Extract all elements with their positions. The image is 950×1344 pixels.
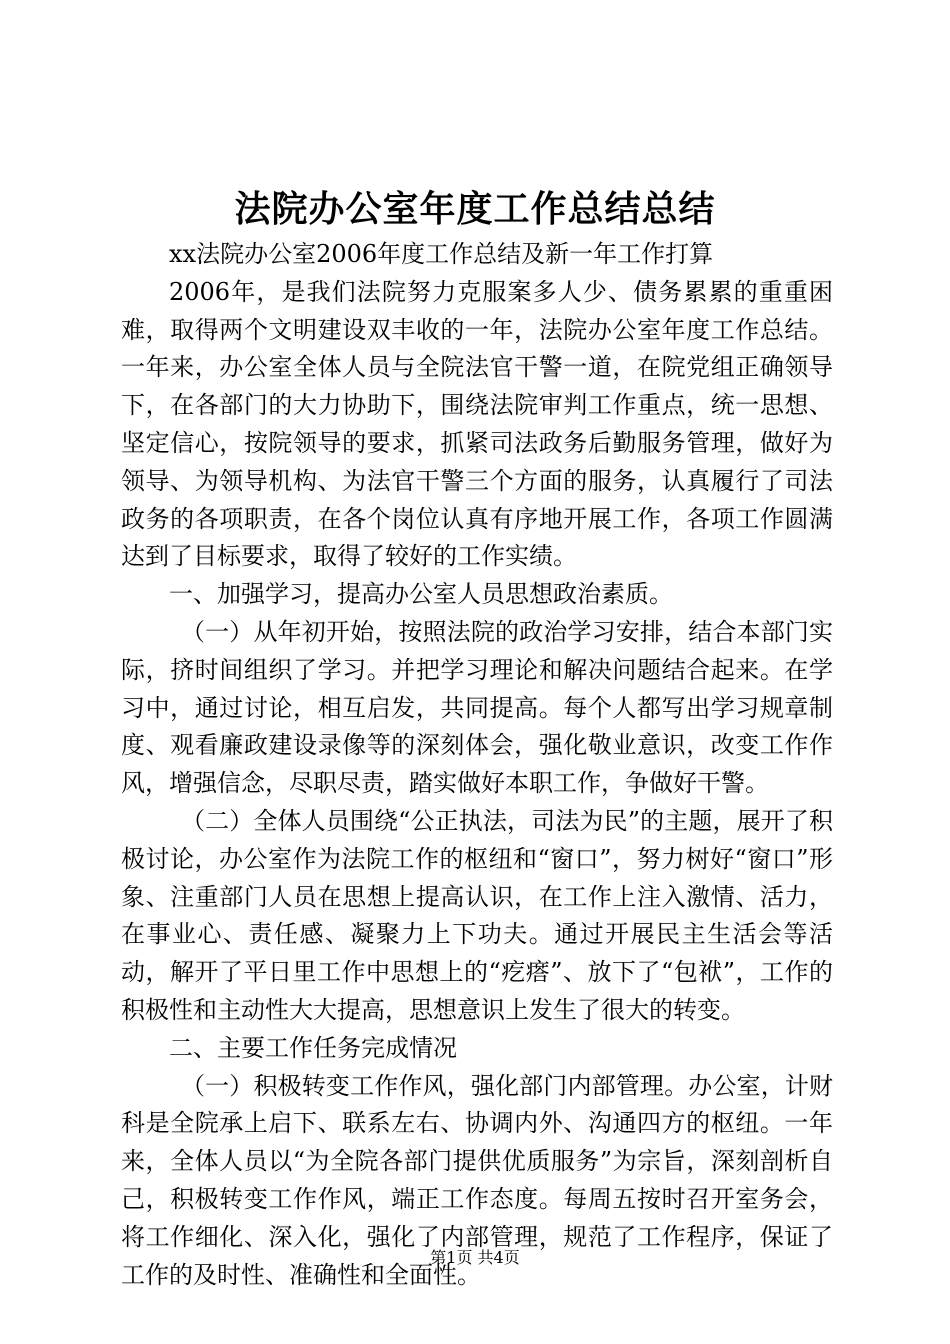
subsection-paragraph-2-1: （一）积极转变工作作风，强化部门内部管理。办公室，计财科是全院承上启下、联系左右、协调内外、沟通四方的枢纽。一年来，全体人员以“为全院各部门提供优质服务”为宗旨，深刻剖析自己，积极转变工作作风，端正工作态度。每周五按时召开室务会，将工作细化、深入化，强化了内部管理，规范了工作程序，保证了工作的及时性、准确性和全面性。: [121, 1071, 833, 1289]
section-heading-2: 二、主要工作任务完成情况: [169, 1033, 457, 1062]
subsection-paragraph-1-1: （一）从年初开始，按照法院的政治学习安排，结合本部门实际，挤时间组织了学习。并把学习理论和解决问题结合起来。在学习中，通过讨论，相互启发，共同提高。每个人都写出学习规章制度、观看廉政建设录像等的深刻体会，强化敬业意识，改变工作作风，增强信念，尽职尽责，踏实做好本职工作，争做好干警。: [121, 617, 833, 798]
document-body: [121, 236, 833, 1294]
section-heading-1: 一、加强学习，提高办公室人员思想政治素质。: [169, 580, 673, 609]
document-title: 法院办公室年度工作总结总结: [234, 188, 716, 230]
intro-paragraph: 2006年，是我们法院努力克服案多人少、债务累累的重重困难，取得两个文明建设双丰收的一年，法院办公室年度工作总结。一年来，办公室全体人员与全院法官干警一道，在院党组正确领导下，在各部门的大力协助下，围绕法院审判工作重点，统一思想、坚定信心，按院领导的要求，抓紧司法政务后勤服务管理，做好为领导、为领导机构、为法官干警三个方面的服务，认真履行了司法政务的各项职责，在各个岗位认真有序地开展工作，各项工作圆满达到了目标要求，取得了较好的工作实绩。: [121, 277, 833, 571]
subtitle-paragraph: xx法院办公室2006年度工作总结及新一年工作打算: [169, 240, 714, 268]
subsection-paragraph-1-2: （二）全体人员围绕“公正执法，司法为民”的主题，展开了积极讨论，办公室作为法院工作的枢纽和“窗口”，努力树好“窗口”形象、注重部门人员在思想上提高认识，在工作上注入激情、活力，在事业心、责任感、凝聚力上下功夫。通过开展民主生活会等活动，解开了平日里工作中思想上的“疙瘩”、放下了“包袱”，工作的积极性和主动性大大提高，思想意识上发生了很大的转变。: [121, 806, 833, 1024]
page-footer: 第1页 共4页: [430, 1248, 520, 1267]
